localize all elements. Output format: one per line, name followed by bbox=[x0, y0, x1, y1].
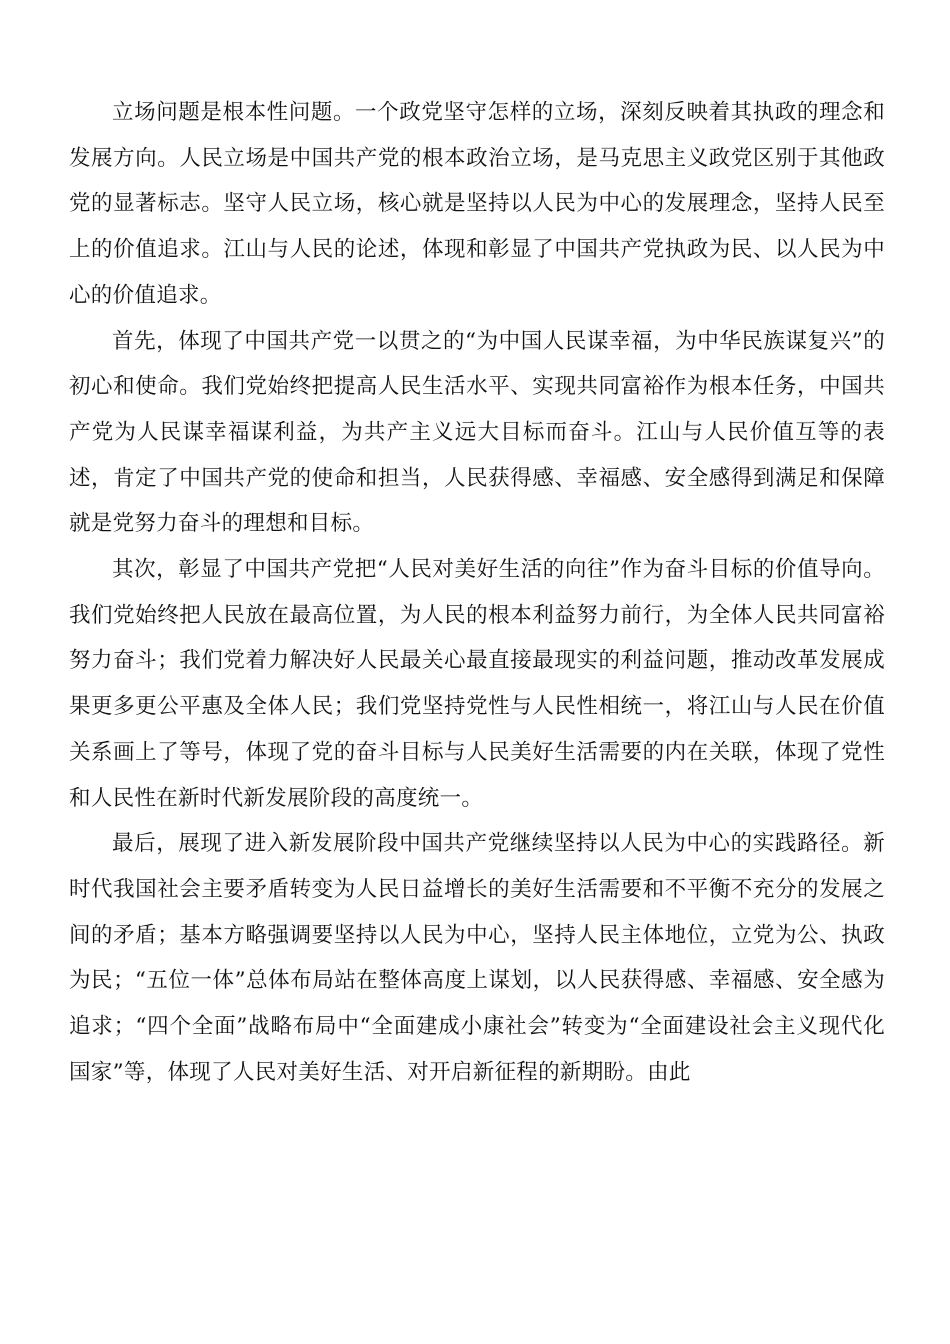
paragraph-3: 其次，彰显了中国共产党把“人民对美好生活的向往”作为奋斗目标的价值导向。我们党始终把人民放在最高位置，为人民的根本利益努力前行，为全体人民共同富裕努力奋斗；我们党着力解决好人民最关心最直接最现实的利益问题，推动改革发展成果更多更公平惠及全体人民；我们党坚持党性与人民性相统一，将江山与人民在价值关系画上了等号，体现了党的奋斗目标与人民美好生活需要的内在关联，体现了党性和人民性在新时代新发展阶段的高度统一。 bbox=[69, 557, 885, 811]
paragraph-2: 首先，体现了中国共产党一以贯之的“为中国人民谋幸福，为中华民族谋复兴”的初心和使命。我们党始终把提高人民生活水平、实现共同富裕作为根本任务，中国共产党为人民谋幸福谋利益，为共产主义远大目标而奋斗。江山与人民价值互等的表述，肯定了中国共产党的使命和担当，人民获得感、幸福感、安全感得到满足和保障就是党努力奋斗的理想和目标。 bbox=[69, 328, 885, 537]
paragraph-1: 立场问题是根本性问题。一个政党坚守怎样的立场，深刻反映着其执政的理念和发展方向。人民立场是中国共产党的根本政治立场，是马克思主义政党区别于其他政党的显著标志。坚守人民立场，核心就是坚持以人民为中心的发展理念，坚持人民至上的价值追求。江山与人民的论述，体现和彰显了中国共产党执政为民、以人民为中心的价值追求。 bbox=[69, 100, 885, 308]
document-body bbox=[69, 90, 885, 1095]
paragraph-4: 最后，展现了进入新发展阶段中国共产党继续坚持以人民为中心的实践路径。新时代我国社会主要矛盾转变为人民日益增长的美好生活需要和不平衡不充分的发展之间的矛盾；基本方略强调要坚持以人民为中心，坚持人民主体地位，立党为公、执政为民；“五位一体”总体布局站在整体高度上谋划，以人民获得感、幸福感、安全感为追求；“四个全面”战略布局中“全面建成小康社会”转变为“全面建设社会主义现代化国家”等，体现了人民对美好生活、对开启新征程的新期盼。由此 bbox=[69, 831, 885, 1085]
